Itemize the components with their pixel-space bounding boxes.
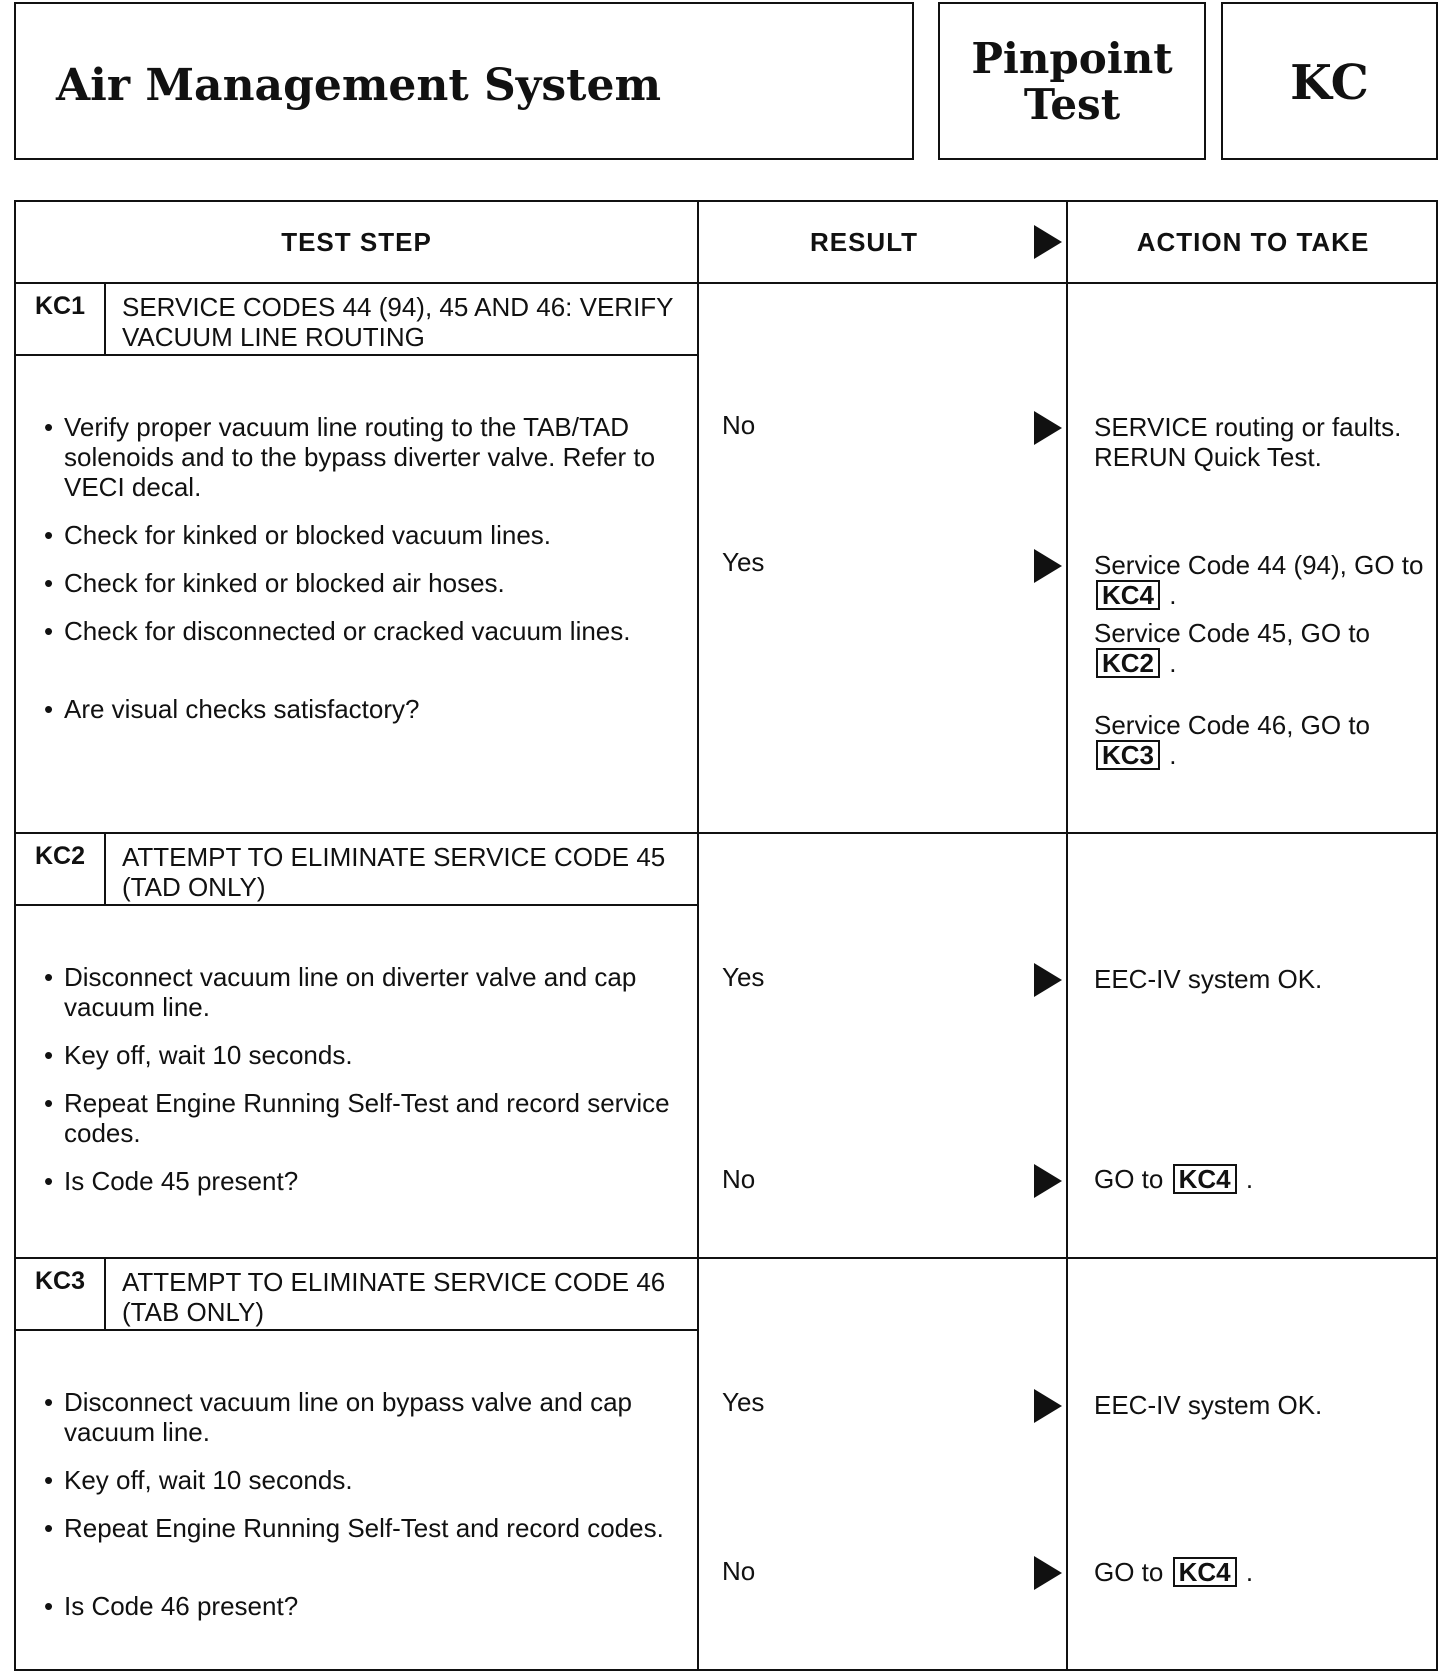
step-id-kc3: KC3 <box>34 1267 85 1295</box>
result-yes: Yes <box>722 962 765 992</box>
page-title: Air Management System <box>56 60 661 111</box>
action-prefix: Service Code 45, GO to <box>1094 618 1371 648</box>
arrow-right-icon <box>1034 1389 1062 1423</box>
title-box <box>14 2 914 160</box>
arrow-right-icon <box>1034 549 1062 583</box>
result-yes: Yes <box>722 1387 765 1417</box>
list-item: • Is Code 46 present? <box>44 1591 684 1621</box>
step-title-kc3: ATTEMPT TO ELIMINATE SERVICE CODE 46 (TAB ONLY) <box>122 1267 666 1327</box>
pinpoint-table <box>14 200 1438 1671</box>
result-yes: Yes <box>722 547 765 577</box>
list-item: • Check for kinked or blocked air hoses. <box>44 568 684 598</box>
action-text <box>1094 710 1424 770</box>
step-reference-kc3[interactable]: KC3 <box>1096 740 1160 770</box>
arrow-right-icon <box>1034 963 1062 997</box>
step-id-kc1: KC1 <box>34 292 85 320</box>
arrow-right-icon <box>1034 1556 1062 1590</box>
step-reference-kc4[interactable]: KC4 <box>1173 1557 1237 1587</box>
list-item: • Repeat Engine Running Self-Test and record codes. <box>44 1513 684 1543</box>
period: . <box>1169 648 1177 678</box>
action-text <box>1094 618 1424 678</box>
step-title-kc1: SERVICE CODES 44 (94), 45 AND 46: VERIFY VACUUM LINE ROUTING <box>122 292 674 352</box>
action-text: EEC-IV system OK. <box>1094 964 1323 994</box>
test-code: KC <box>1290 55 1369 111</box>
result-no: No <box>722 410 756 440</box>
list-item: • Key off, wait 10 seconds. <box>44 1465 684 1495</box>
step-title-kc2: ATTEMPT TO ELIMINATE SERVICE CODE 45 (TAD ONLY) <box>122 842 666 902</box>
result-header: RESULT <box>809 227 919 257</box>
action-text: SERVICE routing or faults. RERUN Quick Test. <box>1094 412 1402 472</box>
step-reference-kc4[interactable]: KC4 <box>1096 580 1160 610</box>
period: . <box>1169 740 1177 770</box>
list-item: • Check for disconnected or cracked vacuum lines. <box>44 616 684 646</box>
arrow-right-icon <box>1034 411 1062 445</box>
list-item: • Are visual checks satisfactory? <box>44 694 684 724</box>
action-prefix: Service Code 46, GO to <box>1094 710 1371 740</box>
action-text <box>1094 1557 1424 1587</box>
result-no: No <box>722 1556 756 1586</box>
test-code-box <box>1221 2 1438 160</box>
list-item: • Disconnect vacuum line on bypass valve and cap vacuum line. <box>44 1387 684 1447</box>
pinpoint-test-box <box>938 2 1206 160</box>
action-text: EEC-IV system OK. <box>1094 1390 1323 1420</box>
step-id-kc2: KC2 <box>34 842 85 870</box>
action-text <box>1094 1164 1424 1194</box>
step-reference-kc4[interactable]: KC4 <box>1173 1164 1237 1194</box>
step-reference-kc2[interactable]: KC2 <box>1096 648 1160 678</box>
period: . <box>1169 580 1177 610</box>
list-item: • Verify proper vacuum line routing to the TAB/TAD solenoids and to the bypass diverter valve. Refer to VECI decal. <box>44 412 684 502</box>
list-item: • Check for kinked or blocked vacuum lines. <box>44 520 684 550</box>
column-divider <box>1066 202 1068 1669</box>
arrow-right-icon <box>1034 1164 1062 1198</box>
test-step-header: TEST STEP <box>281 227 432 257</box>
period: . <box>1245 1164 1254 1194</box>
arrow-right-icon <box>1034 225 1062 259</box>
action-prefix: GO to <box>1094 1557 1164 1587</box>
list-item: • Disconnect vacuum line on diverter valve and cap vacuum line. <box>44 962 684 1022</box>
list-item: • Is Code 45 present? <box>44 1166 684 1196</box>
action-prefix: Service Code 44 (94), GO to <box>1094 550 1424 580</box>
action-text <box>1094 550 1424 610</box>
column-divider <box>697 202 699 1669</box>
action-prefix: GO to <box>1094 1164 1164 1194</box>
list-item: • Repeat Engine Running Self-Test and record service codes. <box>44 1088 684 1148</box>
action-header: ACTION TO TAKE <box>1136 227 1370 257</box>
pinpoint-label: Pinpoint <box>971 34 1173 83</box>
test-label: Test <box>1023 80 1121 129</box>
period: . <box>1245 1557 1254 1587</box>
result-no: No <box>722 1164 756 1194</box>
list-item: • Key off, wait 10 seconds. <box>44 1040 684 1070</box>
